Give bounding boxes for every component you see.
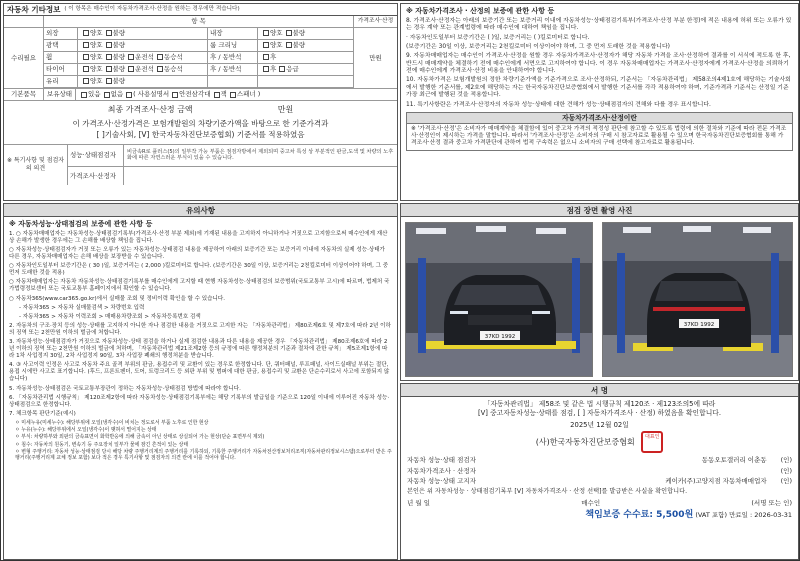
price-column <box>353 16 397 88</box>
basic-option-checkbox[interactable] <box>81 92 87 98</box>
repair-group <box>4 16 44 88</box>
guarantee-item: 10. 자동차가격은 보험개발원의 정한 차량기준가액을 기준가격으로 조사·산정하되, 기준서는 「자동차관리법」 제58조의4제1호에 해당하는 기술사회에서 발행한 기준서를, 제2호에 해당하는 자는 한국자동차진단보증협회에서 발행한 기준서를 각각 적용하여야 하며, 기준가격과 기준서는 산정일 기준 가장 최근에 발행된 것을 적용합니다. <box>406 77 791 99</box>
option-label: 불량 <box>112 28 126 37</box>
front-car-photo <box>405 222 593 377</box>
signer-name: 동동오토갤러리 이춘동 <box>701 456 767 465</box>
front-plate-text: 37KD 1992 <box>484 334 516 340</box>
basic-items-status-label: 보유상태 <box>44 89 76 100</box>
option-label: 양호 <box>270 40 283 49</box>
repair-group-label: 수리필요 <box>10 53 37 62</box>
precaution-item: 3. 자동차성능·상태점검자가 거짓으로 자동차성능·상태 점검을 하거나 실제 점검한 내용과 다른 내용을 제공한 경우 「자동차관리법」 제80조제6호에 따라 2년 이하의 징역 또는 2천만원 이하의 벌금에 처하며, 「자동차관리법 제21조제2항 등의 규정에 따른 행정처분의 기준과 절차에 관한 규칙」 제5조제1항에 따라 1차 사업정지 30일, 2차 사업정지 90일, 3차 사업장 폐쇄의 행정처분을 받습니다. <box>9 338 388 360</box>
option-checkbox[interactable] <box>286 30 292 36</box>
repair-item2-options <box>258 52 353 64</box>
precaution-item: ㅇ 부식: 차량하부와 외판의 금속표면이 화학반응에 의해 금속이 아닌 상태로 상실되어 가는 현상(단순 표면부식 제외) <box>15 434 265 441</box>
col-header-price: 가격조사·산정 <box>354 16 397 28</box>
expiry-date: 만료일 : 2026-03-31 <box>729 510 792 519</box>
repair-item2-options <box>258 28 353 40</box>
precaution-item: 5. 자동차성능·상태점검은 국토교통부장관이 정하는 자동차성능·상태점검 방법에 따라야 합니다. <box>9 385 241 392</box>
signer-mark: (인) <box>780 476 792 485</box>
basic-option-label: 안전삼각대 <box>179 90 211 99</box>
precaution-item: 1. ○ 자동차매매업자는 자동차성능·상태점검기록부(가격조사·산정 부분 제외)에 기재된 내용을 고지하지 아니하거나 거짓으로 고지함으로써 매수인에게 재산상 손해가 발생한 경우에는 그 손해를 배상할 책임을 집니다. <box>9 230 388 244</box>
option-checkbox[interactable] <box>128 54 134 60</box>
repair-item2-options <box>258 76 353 88</box>
repair-item-label: 휠 <box>44 52 78 64</box>
repair-item-options <box>78 64 208 76</box>
sign-receipt: 본인은 위 자동차성능 · 상태점검기록부 [V] 자동차가격조사 · 산정 선택]를 발급받은 사실을 확인합니다. <box>407 487 688 495</box>
option-label: 운전석 <box>135 52 154 61</box>
repair-row <box>44 76 353 88</box>
option-checkbox[interactable] <box>279 66 285 72</box>
precautions-header: 유의사항 <box>4 204 397 217</box>
sign-roles <box>401 455 798 485</box>
option-checkbox[interactable] <box>263 30 269 36</box>
sign-confirm-line <box>401 409 798 417</box>
basic-items-row <box>4 88 397 101</box>
precaution-item: 2. 자동차의 구조·장치 등의 성능·상태를 고지하지 아니한 자나 점검한 내용을 거짓으로 고지한 자는 「자동차관리법」 제80조제6호 및 제7호에 따라 2년 이하의 징역 또는 2천만원 이하의 벌금에 처합니다. <box>9 322 391 336</box>
repair-item-options <box>78 52 208 64</box>
option-label: 양호 <box>90 52 103 61</box>
price-guarantee-title: ※ 자동차가격조사 · 산정의 보증에 관한 사항 등 <box>406 7 555 15</box>
repair-item-label: 외장 <box>44 28 78 40</box>
option-checkbox[interactable] <box>128 66 134 72</box>
guarantee-item: 8. 가격조사·산정자는 아래의 보증기간 또는 보증거리 이내에 자동차성능·상태점검기록부(가격조사·산정 부분 한정)에 적은 내용에 허위 또는 오류가 있는 경우 계약 또는 관계법령에 따라 매수인에 대하여 책임을 집니다. <box>406 17 792 32</box>
basic-option-checkbox[interactable] <box>230 92 236 98</box>
basic-option-label: 있음 <box>88 90 101 99</box>
precaution-item: - 자동차365 > 자동차 이력조회 > 매매용차량조회 > 자동차등록번호 검색 <box>19 313 201 320</box>
precaution-item: ○ 자동차인도일부터 보증기간은 ( 30 )일, 보증거리는 ( 2,000 )킬로미터로 합니다. (보증기간은 30일 이상, 보증거리는 2천킬로미터 이상이어야 하며, 그 중 먼저 도래한 것을 적용) <box>9 263 389 277</box>
option-label: 불량 <box>292 40 306 49</box>
rear-car-photo <box>602 222 793 377</box>
guarantee-item: 9. 자동차매매업자는 매수인이 가격조사·산정을 원할 경우 자동차가격조사·산정자가 해당 자동차 가격을 조사·산정하여 결과를 이 서식에 적도록 한 후, 반드시 매매계약을 체결하기 전에 매수인에게 서면으로 고지하여야 합니다. 이 경우 자동차매매업자는 가격조사·산정자에게 가격조사·산정을 의뢰하기 전에 매수인에게 가격조사·산정 비용을 안내하여야 합니다. <box>406 53 791 74</box>
opinion-price-label: 가격조사·산정자 <box>68 167 124 185</box>
signer-label: 자동차 성능·상태 고지자 <box>407 476 476 485</box>
final-price-line <box>4 105 397 115</box>
receipt-date: 년 월 일 <box>407 498 430 507</box>
option-checkbox[interactable] <box>106 42 112 48</box>
price-basis-line2: [ ]기술사회, [V] 한국자동차진단보증협회) 기준서를 적용하였음 <box>96 130 305 140</box>
precaution-item: ○ 자동차성능·상태점검자가 거짓 또는 오류가 있는 자동차성능·상태점검 내용을 제공하여 아래의 보증기간 또는 보증거리 이내에 자동차의 실제 성능·상태가 다른 경우, 자동차매매업자는 손해 배상을 보장받을 수 있습니다. <box>9 246 385 261</box>
repair-item2-options <box>258 40 353 52</box>
option-label: 양호 <box>90 40 103 49</box>
repair-row <box>44 28 353 40</box>
repair-item2-label <box>208 76 258 88</box>
rear-plate-text: 37KD 1992 <box>683 322 715 328</box>
option-checkbox[interactable] <box>83 54 89 60</box>
option-label: 후 <box>270 64 277 73</box>
basic-option-label: 스패너 ) <box>236 90 261 99</box>
guarantee-item: · 자동차인도일부터 보증기간은 ( )일, 보증거리는 ( )킬로미터로 합니다. <box>406 34 590 41</box>
option-label: 양호 <box>90 64 103 73</box>
repair-item2-label: 룸 크리닝 <box>208 40 258 52</box>
signature-header: 서 명 <box>401 384 798 397</box>
other-info-table <box>4 16 397 88</box>
option-label: 불량 <box>112 52 126 61</box>
repair-item-options <box>78 40 208 52</box>
repair-item-label: 광택 <box>44 40 78 52</box>
signature-section <box>400 383 799 560</box>
option-label: 운전석 <box>135 64 154 73</box>
opinion-inspector-text: 비금속R로 플러스(5)의 일부작 가능 부품은 점검자방에서 제외되며 중고차 특성 상 부분적인 판금,도색 및 차량의 노후화에 따른 자연스러운 부식이 있을 수 있습니다. <box>127 148 394 162</box>
precaution-item: ㅇ 변형 주행거리: 자동차 성능·상태점검 당시 해당 차량 주행거리계의 주행거리를 기록하되, 기록한 주행거리가 자동차전산정보처리조직(자동차관리정보시스템)으로부터 받은 주행거리(주행거리계 교체 정보 포함) 보다 적은 경우 특기사항 및 점검자의 의견 란에 이를 적어야 합니다. <box>15 448 392 462</box>
guarantee-item: 11. 특기사항란은 가격조사·산정자의 자동차 성능·상태에 대한 견해가 성능·상태점검자의 견해와 다를 경우 표시합니다. <box>406 101 711 108</box>
option-checkbox[interactable] <box>106 30 112 36</box>
basic-option-label: 잭 <box>220 90 227 99</box>
other-info-title: 자동차 기타정보 <box>7 4 61 14</box>
option-label: 불량 <box>112 76 126 85</box>
repair-item-options <box>78 28 208 40</box>
signer-row <box>401 476 798 486</box>
guarantee-item: (보증기간은 30일 이상, 보증거리는 2천킬로미터 이상이어야 하며, 그 중 먼저 도래한 것을 적용합니다) <box>406 43 670 50</box>
repair-rows <box>44 16 353 88</box>
repair-item-label: 유리 <box>44 76 78 88</box>
inspection-photos-section <box>400 203 799 381</box>
buyer-mark: (서명 또는 인) <box>751 498 792 507</box>
option-label: 양호 <box>90 76 103 85</box>
repair-item2-label: 내장 <box>208 28 258 40</box>
repair-row <box>44 52 353 64</box>
col-header-items: 항 목 <box>191 17 206 26</box>
option-checkbox[interactable] <box>157 66 163 72</box>
sign-date <box>401 421 798 429</box>
basic-items-label: 기본품목 <box>4 89 44 100</box>
sign-law-line: 「자동차관리법」 제58조 및 같은 법 시행규칙 제120조 · 제123조의5에 따라 <box>483 400 716 408</box>
option-checkbox[interactable] <box>263 54 269 60</box>
fee-note: (VAT 포함) <box>695 510 727 519</box>
precautions-section <box>3 203 398 560</box>
opinion-price-row <box>68 167 397 185</box>
precaution-item: ㅇ 미세누유(미세누수): 해당부위에 오일(냉각수)이 비치는 정도로서 부품 노후로 인한 현상 <box>15 419 209 426</box>
option-label: 불량 <box>112 40 126 49</box>
precaution-item: - 자동차365 > 자동차 실매물검색 > 차량번호 입력 <box>19 304 145 311</box>
buyer-label: 매수인 <box>581 498 601 507</box>
other-info-subtitle: ( 이 항목은 매수인이 자동차가격조사·산정을 원하는 경우에만 적습니다) <box>64 6 240 12</box>
sign-month: 12월 <box>596 420 612 429</box>
price-notice-title: 자동차가격조사·산정이란 <box>407 113 792 124</box>
option-checkbox[interactable] <box>106 54 112 60</box>
price-notice-box <box>406 112 793 151</box>
option-checkbox[interactable] <box>106 66 112 72</box>
final-price-unit: 만원 <box>277 105 294 114</box>
option-label: 양호 <box>270 28 283 37</box>
price-guarantee-section <box>400 3 799 201</box>
option-label: 응급 <box>286 64 299 73</box>
signer-row <box>401 466 798 476</box>
buyer-row <box>401 498 798 508</box>
vehicle-other-info-section <box>3 3 398 201</box>
basic-option-checkbox[interactable] <box>172 92 178 98</box>
option-checkbox[interactable] <box>106 78 112 84</box>
opinion-inspector-row <box>68 145 397 167</box>
repair-item2-label: 후 / 동반석 <box>208 64 258 76</box>
basic-items-options <box>76 90 397 98</box>
sign-org-line <box>401 431 798 453</box>
sign-year: 2025년 <box>570 420 595 429</box>
other-info-title-bar <box>4 4 397 16</box>
fee-label: 책임보증 수수료: 5,500원 <box>585 509 694 520</box>
repair-item-options <box>78 76 208 88</box>
precautions-items <box>9 231 392 462</box>
option-checkbox[interactable] <box>83 42 89 48</box>
basic-option-checkbox[interactable] <box>126 92 132 98</box>
repair-row <box>44 64 353 76</box>
price-unit: 만원 <box>369 53 382 62</box>
price-guarantee-items <box>406 18 793 109</box>
precautions-title: ※ 자동차성능·상태점검의 보증에 관한 사항 등 <box>9 220 153 228</box>
sign-confirm-b: [ ] 자동차가격조사 · 산정) 하였음을 확인합니다. <box>577 409 721 418</box>
repair-item2-label: 후 / 동반석 <box>208 52 258 64</box>
option-label: 불량 <box>112 64 126 73</box>
option-label: 후 <box>270 52 277 61</box>
option-checkbox[interactable] <box>83 78 89 84</box>
repair-rows-body <box>44 28 353 88</box>
option-label: 양호 <box>90 28 103 37</box>
precaution-item: 6. 「자동차관리법 시행규칙」 제120조제2항에 따라 자동차성능·상태점검기록부에는 해당 기록부의 발급일을 기준으로 120일 이내에 이루어진 자동차 성능·상태점검으로 한정합니다. <box>9 394 390 408</box>
basic-option-checkbox[interactable] <box>104 92 110 98</box>
precaution-item: 4. ③ 사고이력 인정은 사고로 자동차 주요 골격 부위의 판금, 용접수리 및 교환이 있는 경우로 한정합니다. 단, 쿼터패널, 루프패널, 사이드실패널 부위는 절단, 용접 시에만 사고로 표기합니다. (후드, 프론트펜더, 도어, 트렁크리드 등 외판 부위 및 범퍼에 대한 판금, 용접수리 및 교환은 단순수리로서 사고에 포함되지 않습니다) <box>9 362 390 383</box>
option-checkbox[interactable] <box>83 66 89 72</box>
option-checkbox[interactable] <box>157 54 163 60</box>
option-checkbox[interactable] <box>263 66 269 72</box>
signer-row <box>401 455 798 465</box>
precaution-item: ㅇ 누유(누수): 해당부위에서 오일(냉각수)이 맺혀서 떨어지는 상태 <box>15 427 157 434</box>
opinion-inspector-label: 성능·상태점검자 <box>68 145 124 166</box>
option-checkbox[interactable] <box>83 30 89 36</box>
basic-option-label: 없음 <box>110 90 124 99</box>
repair-item-label: 타이어 <box>44 64 78 76</box>
option-checkbox[interactable] <box>263 42 269 48</box>
signer-label: 자동차 성능·상태 점검자 <box>407 456 476 465</box>
association-seal-stamp: 대표인 <box>641 431 663 453</box>
price-basis-line1: 이 가격조사·산정가격은 보험개발원의 차량기준가액을 바탕으로 한 기준가격과 <box>72 119 329 128</box>
basic-option-checkbox[interactable] <box>214 92 220 98</box>
opinion-label: ※ 특기사항 및 점검자의 의견 <box>4 145 68 185</box>
precaution-item: ○ 자동차매매업자는 자동차 자동차성능·상태점검기록부를 매수인에게 고지할 때 현행 자동차성능·상태점검의 보증범위(국토교통부 고시)에 따르며, 법제처 국가법령정보센터 또는 국토교통부 홈페이지에서 확인할 수 있습니다. <box>9 279 390 293</box>
sign-confirm-a: [V] 중고자동차성능·상태를 점검, <box>478 409 576 418</box>
precaution-item: ㅇ 침수: 자동차의 원동기, 변속기 등 주요장치 일부가 물에 잠긴 흔적이 있는 상태 <box>15 441 189 448</box>
precaution-item: ○ 자동차365(www.car365.go.kr)에서 실매물 조회 및 정비이력 확인을 할 수 있습니다. <box>9 295 226 302</box>
signer-name: 케이카(주)고양지점 자동차매매업자 <box>665 476 767 485</box>
option-label: 동승석 <box>163 64 183 73</box>
basic-option-label: ( 사용설명서 <box>133 90 170 99</box>
option-checkbox[interactable] <box>286 42 292 48</box>
fee-line <box>401 508 798 523</box>
final-price-label: 최종 가격조사·산정 금액 <box>107 105 193 114</box>
precaution-item: 7. 체크항목 판단기준(예시) <box>9 410 76 417</box>
sign-org: (사)한국자동차진단보증협회 <box>535 437 635 447</box>
opinion-table <box>4 144 397 185</box>
photos-header: 점검 장면 촬영 사진 <box>401 204 798 217</box>
table-header-row <box>44 16 353 28</box>
repair-row <box>44 40 353 52</box>
signer-label: 자동차가격조사 · 산정자 <box>407 466 476 475</box>
option-label: 동승석 <box>163 52 183 61</box>
sign-day: 02일 <box>613 420 629 429</box>
option-label: 불량 <box>292 28 306 37</box>
repair-item2-options <box>258 64 353 76</box>
signer-mark: (인) <box>780 456 792 465</box>
price-notice-text: ※ '가격조사·산정'은 소비자가 매매계약을 체결함에 있어 중고차 가격의 적정성 판단에 참고할 수 있도록 법령에 의한 절차와 기준에 따라 전문 가격조사·산정인이 제시하는 가격을 말합니다. 따라서 '가격조사·산정'은 소비자의 구매 시 참고자료로 활용될 수 있으며 한국자동차진단보증협회를 통해 가격조사·산정 결과 중고차 가격판단에 관하여 법적 구속력은 없으니 소비자의 구매 선택에 참고자료로 활용됩니다. <box>411 125 787 147</box>
signer-mark: (인) <box>780 466 792 475</box>
